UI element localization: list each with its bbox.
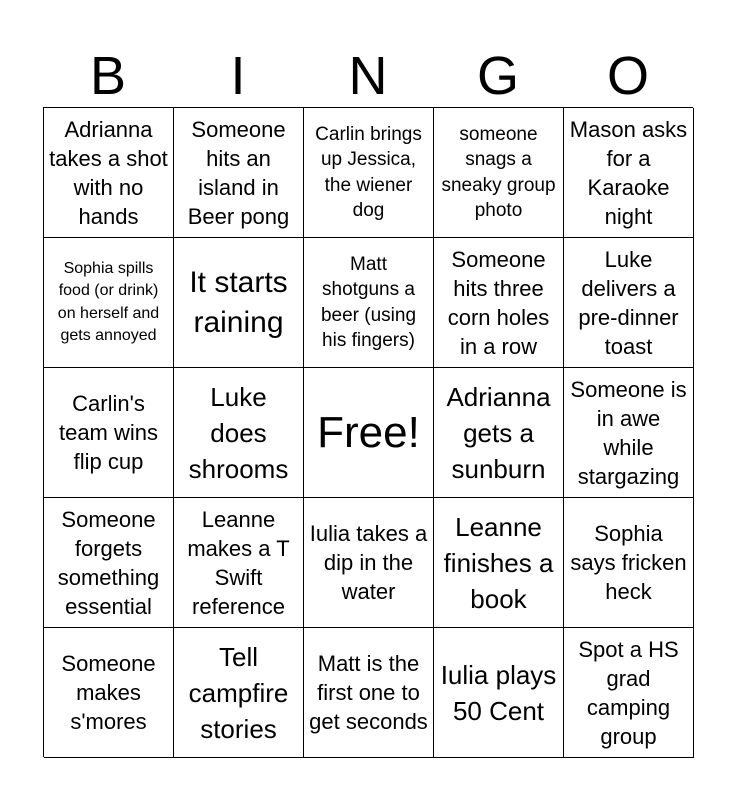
free-space-cell[interactable]: [304, 368, 434, 498]
header-letter-i: I: [230, 46, 246, 106]
bingo-cell[interactable]: [434, 368, 564, 498]
cell-text: Iulia takes a dip in the water: [309, 521, 428, 604]
cell-text: Leanne makes a T Swift reference: [187, 506, 290, 619]
cell-text: Luke does shrooms: [188, 381, 289, 484]
bingo-cell[interactable]: [434, 108, 564, 238]
cell-text: Sophia says fricken heck: [570, 521, 687, 604]
bingo-cell[interactable]: [174, 628, 304, 758]
bingo-cell[interactable]: [304, 238, 434, 368]
cell-text: Someone forgets something essential: [57, 506, 160, 619]
bingo-cell[interactable]: [44, 238, 174, 368]
bingo-header: [43, 44, 693, 108]
bingo-cell[interactable]: [434, 238, 564, 368]
header-letter-n: N: [348, 46, 388, 106]
cell-text: Adrianna takes a shot with no hands: [49, 116, 168, 229]
bingo-cell[interactable]: [304, 108, 434, 238]
bingo-cell[interactable]: [564, 628, 694, 758]
bingo-cell[interactable]: [564, 368, 694, 498]
cell-text: Sophia spills food (or drink) on herself and gets annoyed: [57, 259, 160, 344]
cell-text: Someone is in awe while stargazing: [570, 376, 687, 489]
cell-text: It starts raining: [189, 265, 288, 339]
cell-text: Carlin brings up Jessica, the wiener dog: [315, 123, 422, 221]
cell-text: Someone hits three corn holes in a row: [447, 246, 550, 359]
header-letter-o: O: [606, 46, 649, 106]
cell-text: Iulia plays 50 Cent: [440, 659, 557, 726]
cell-text: Matt shotguns a beer (using his fingers): [320, 253, 417, 351]
cell-text: Leanne finishes a book: [443, 511, 554, 614]
cell-text: Someone makes s'mores: [61, 651, 156, 734]
cell-text: Someone hits an island in Beer pong: [187, 116, 290, 229]
bingo-cell[interactable]: [44, 368, 174, 498]
cell-text: Mason asks for a Karaoke night: [569, 116, 688, 229]
bingo-cell[interactable]: [564, 108, 694, 238]
bingo-cell[interactable]: [44, 498, 174, 628]
bingo-cell[interactable]: [44, 628, 174, 758]
cell-text: Matt is the first one to get seconds: [309, 651, 428, 734]
cell-text: Adrianna gets a sunburn: [446, 381, 551, 484]
bingo-cell[interactable]: [304, 628, 434, 758]
cell-text: Carlin's team wins flip cup: [58, 391, 159, 474]
bingo-cell[interactable]: [434, 628, 564, 758]
bingo-cell[interactable]: [434, 498, 564, 628]
bingo-cell[interactable]: [304, 498, 434, 628]
cell-text: Spot a HS grad camping group: [578, 636, 679, 749]
bingo-cell[interactable]: [44, 108, 174, 238]
bingo-cell[interactable]: [174, 368, 304, 498]
bingo-cell[interactable]: [564, 498, 694, 628]
bingo-cell[interactable]: [174, 238, 304, 368]
header-letter-g: G: [476, 46, 519, 106]
cell-text: someone snags a sneaky group photo: [441, 123, 556, 221]
bingo-grid: [43, 107, 693, 757]
header-letter-b: B: [89, 46, 127, 106]
bingo-cell[interactable]: [174, 498, 304, 628]
bingo-cell[interactable]: [564, 238, 694, 368]
cell-text: Tell campfire stories: [188, 641, 289, 744]
cell-text: Luke delivers a pre-dinner toast: [578, 246, 679, 359]
bingo-cell[interactable]: [174, 108, 304, 238]
free-space-label: Free!: [317, 407, 420, 457]
